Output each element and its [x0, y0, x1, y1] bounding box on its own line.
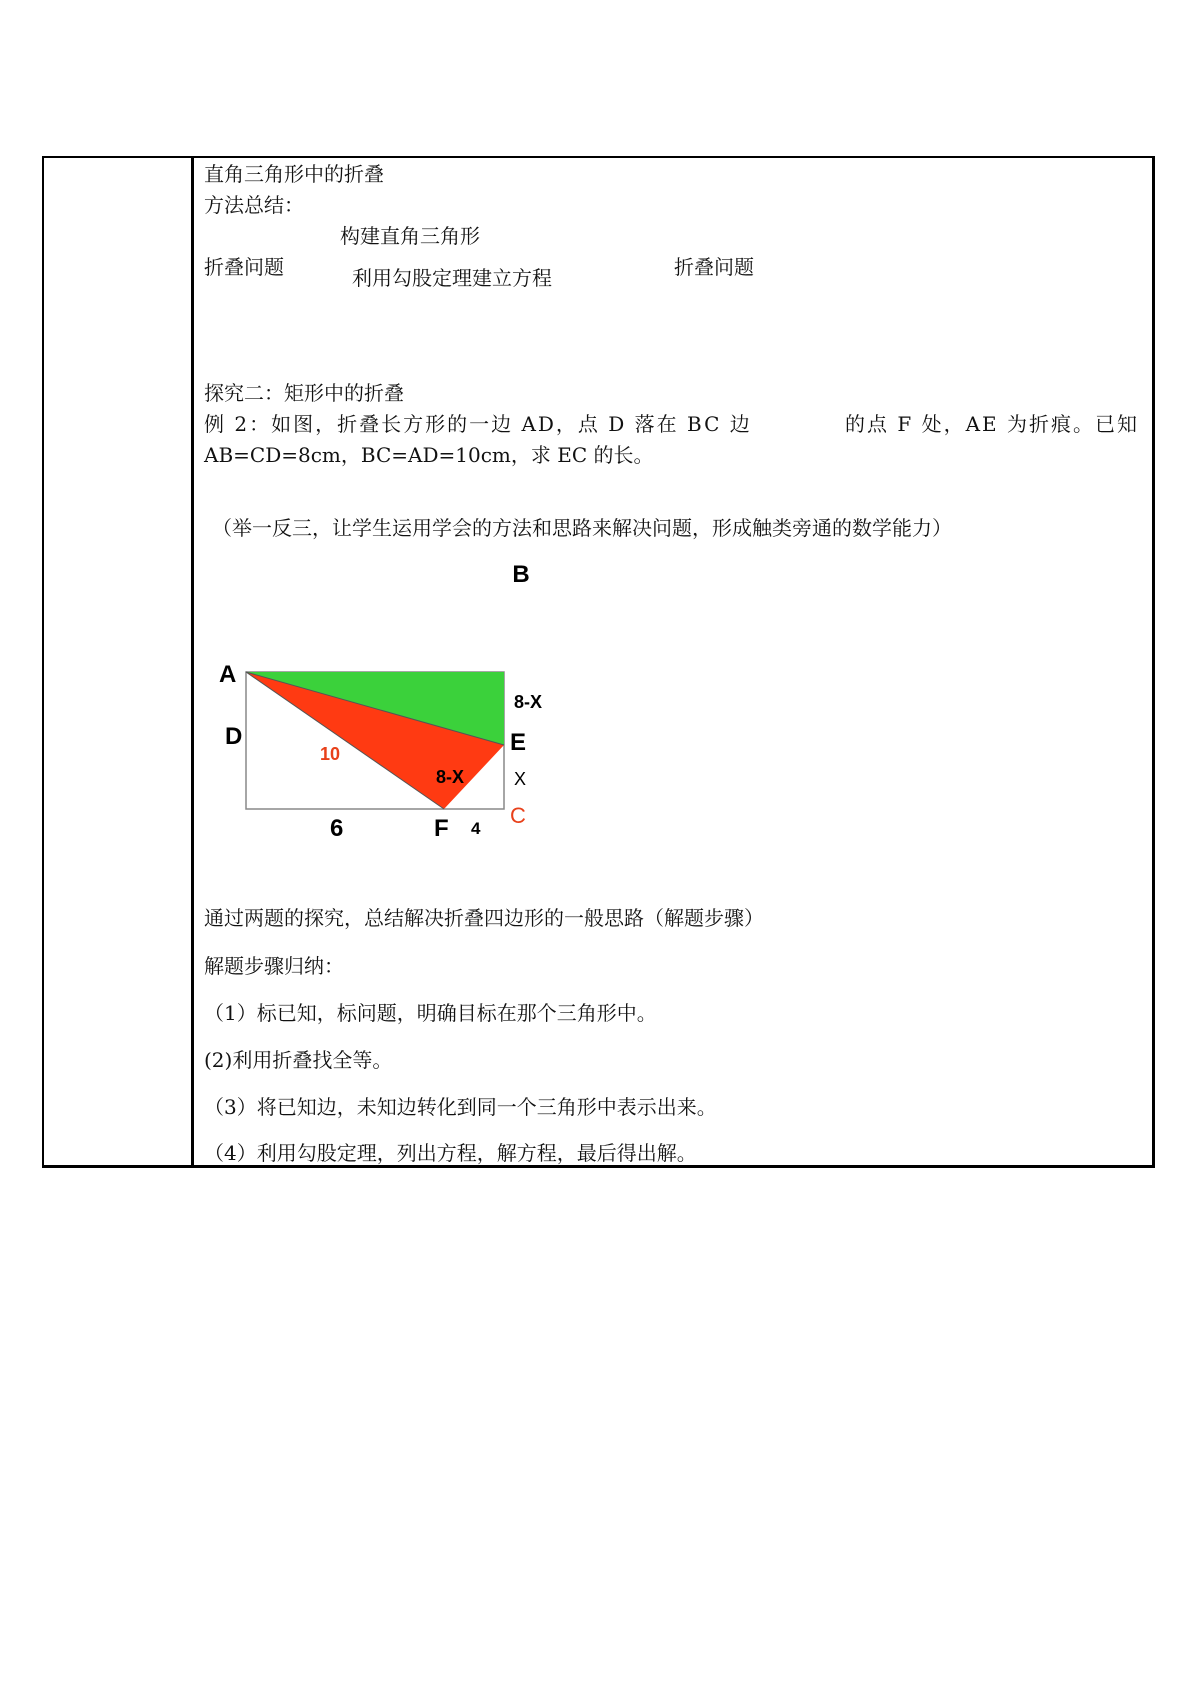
step-3: （3）将已知边，未知边转化到同一个三角形中表示出来。 — [204, 1095, 717, 1119]
example-line1-part-b: 的点 F 处，AE 为折痕。已知 — [845, 412, 1139, 436]
label-d: D — [225, 723, 243, 750]
method-summary-label: 方法总结： — [204, 193, 304, 217]
diagram-right-text: 折叠问题 — [674, 255, 754, 279]
summary-intro: 通过两题的探究，总结解决折叠四边形的一般思路（解题步骤） — [204, 906, 764, 930]
diagram-left-text: 折叠问题 — [204, 255, 284, 279]
example-line1-part-a: 例 2：如图，折叠长方形的一边 AD，点 D 落在 BC 边 — [204, 412, 752, 436]
section2-title: 探究二：矩形中的折叠 — [204, 381, 404, 405]
label-six: 6 — [330, 815, 344, 842]
example-line2: AB=CD=8cm，BC=AD=10cm，求 EC 的长。 — [204, 443, 654, 467]
step-2: (2)利用折叠找全等。 — [204, 1048, 393, 1072]
label-f: F — [434, 815, 449, 842]
teaching-note: （举一反三，让学生运用学会的方法和思路来解决问题，形成触类旁通的数学能力） — [212, 516, 952, 540]
label-c: C — [510, 803, 526, 828]
steps-title: 解题步骤归纳： — [204, 954, 344, 978]
label-x: X — [514, 769, 527, 789]
label-e: E — [510, 729, 527, 756]
label-ten: 10 — [320, 744, 341, 764]
folding-rectangle-figure — [208, 555, 568, 855]
step-4: （4）利用勾股定理，列出方程，解方程，最后得出解。 — [204, 1141, 697, 1165]
label-eight-minus-x-right: 8-X — [514, 692, 543, 712]
diagram-bottom-text: 利用勾股定理建立方程 — [352, 266, 552, 290]
label-a: A — [219, 661, 237, 688]
label-b: B — [512, 561, 530, 588]
label-eight-minus-x-inner: 8-X — [436, 767, 465, 787]
label-four: 4 — [471, 819, 481, 838]
table-column-divider — [191, 156, 194, 1168]
diagram-top-text: 构建直角三角形 — [340, 224, 480, 248]
section1-title: 直角三角形中的折叠 — [204, 162, 384, 186]
step-1: （1）标已知，标问题，明确目标在那个三角形中。 — [204, 1001, 657, 1025]
